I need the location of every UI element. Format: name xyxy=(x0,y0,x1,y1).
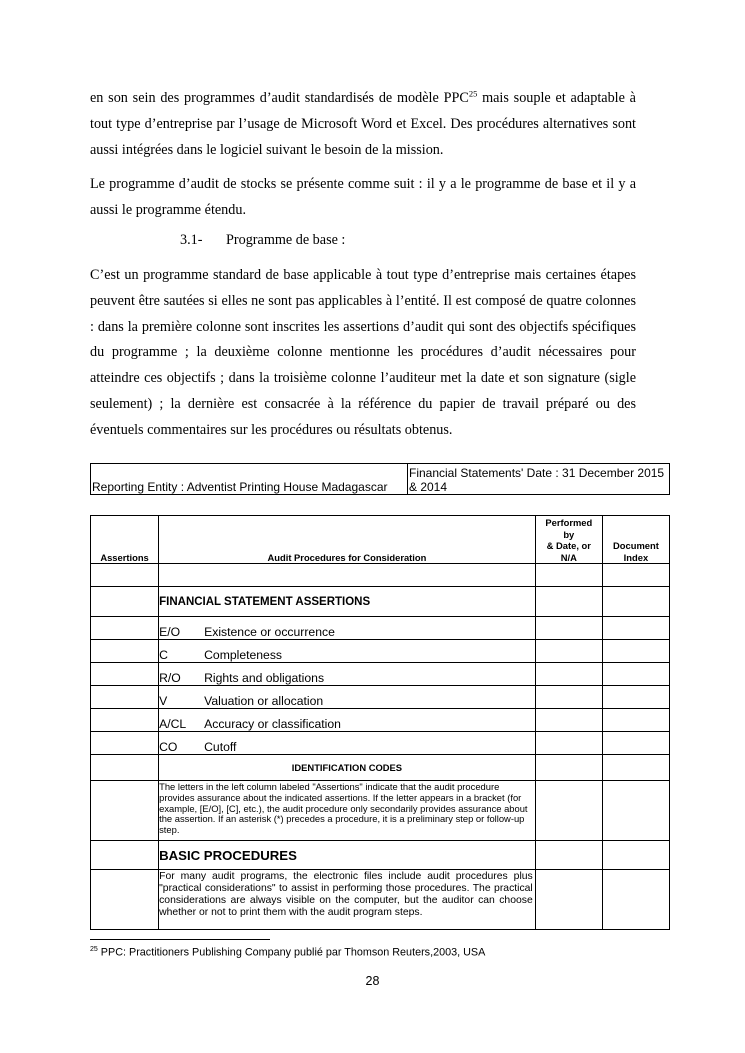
table-row xyxy=(91,781,670,841)
basic-procedures-title: BASIC PROCEDURES xyxy=(159,841,536,870)
header-procedures: Audit Procedures for Consideration xyxy=(159,516,536,564)
table-row xyxy=(91,640,670,663)
header-doc-l2: Index xyxy=(623,551,649,563)
table-row xyxy=(91,709,670,732)
footnote-number: 25 xyxy=(90,946,98,953)
entity-table xyxy=(90,463,670,495)
audit-table-header xyxy=(91,516,670,564)
header-performed-l2: by xyxy=(563,528,575,540)
table-row xyxy=(91,841,670,870)
section-heading-3-1 xyxy=(180,232,345,249)
assertion-code: CO xyxy=(159,740,178,754)
assertion-label: Existence or occurrence xyxy=(204,625,335,639)
header-document-index xyxy=(602,516,669,564)
table-row xyxy=(91,755,670,781)
header-doc-l1: Document xyxy=(613,540,659,551)
paragraph-ppc xyxy=(90,86,636,163)
fs-date-cell: Financial Statements' Date : 31 December 2015 & 2014 xyxy=(408,464,670,495)
paragraph-ppc-text-b: mais souple et adaptable à tout type d’entreprise par l’usage de Microsoft Word et Excel. Des procédures alternatives sont aussi intégrées dans le logiciel suivant le besoin de la mission. xyxy=(90,90,636,158)
basic-procedures-note: For many audit programs, the electronic files include audit procedures plus "practical considerations" to assist in performing those procedures. The practical considerations are always visible on the computer, but the auditor can choose whether or not to print them with the audit program steps. xyxy=(159,870,536,930)
footnote-separator xyxy=(90,939,270,940)
paragraph-ppc-text-a: en son sein des programmes d’audit standardisés de modèle PPC xyxy=(90,90,469,106)
identification-codes-title: IDENTIFICATION CODES xyxy=(159,755,536,781)
audit-program-table xyxy=(90,515,670,930)
header-performed-l4: N/A xyxy=(560,551,577,563)
footnote-text: PPC: Practitioners Publishing Company publié par Thomson Reuters,2003, USA xyxy=(97,946,486,959)
section-title: Programme de base : xyxy=(226,232,346,248)
header-assertions: Assertions xyxy=(91,516,159,564)
table-row xyxy=(91,663,670,686)
assertion-code: R/O xyxy=(159,671,181,685)
assertion-label: Rights and obligations xyxy=(204,671,325,685)
table-row xyxy=(91,564,670,587)
header-performed-l3: & Date, or xyxy=(546,540,591,551)
assertion-label: Valuation or allocation xyxy=(204,694,324,708)
table-row xyxy=(91,686,670,709)
assertion-label: Completeness xyxy=(204,648,283,662)
section-number: 3.1- xyxy=(180,232,203,248)
header-performed xyxy=(535,516,602,564)
table-row xyxy=(91,870,670,930)
table-row xyxy=(91,587,670,617)
table-row xyxy=(91,617,670,640)
assertion-code: A/CL xyxy=(159,717,187,731)
fsa-title: FINANCIAL STATEMENT ASSERTIONS xyxy=(159,587,536,617)
reporting-entity-cell: Reporting Entity : Adventist Printing House Madagascar xyxy=(91,464,408,495)
footnote xyxy=(90,946,485,959)
assertion-code: E/O xyxy=(159,625,181,639)
header-performed-l1: Performed xyxy=(545,517,593,528)
assertion-code: V xyxy=(159,694,168,708)
page-number: 28 xyxy=(365,974,380,988)
identification-codes-note: The letters in the left column labeled "Assertions" indicate that the audit procedure provides assurance about the indicated assertions. If the letter appears in a bracket (for example, [E/O], [C], etc.), the audit procedure only secondarily provides assurance about the assertion. If an asterisk (*) precedes a procedure, it is a preliminary step or follow-up step. xyxy=(159,781,536,841)
table-row xyxy=(91,732,670,755)
assertion-code: C xyxy=(159,648,168,662)
assertion-label: Accuracy or classification xyxy=(204,717,341,731)
paragraph-programme-stocks: Le programme d’audit de stocks se présente comme suit : il y a le programme de base et il y a aussi le programme étendu. xyxy=(90,176,636,218)
assertion-label: Cutoff xyxy=(204,740,237,754)
footnote-ref-25: 25 xyxy=(468,88,478,99)
paragraph-programme-standard: C’est un programme standard de base applicable à tout type d’entreprise mais certaines étapes peuvent être sautées si elles ne sont pas applicables à l’entité. Il est composé de quatre colonnes : dans la première colonne sont inscrites les assertions d’audit qui sont des objectifs spécifiques du programme ; la deuxième colonne mentionne les procédures d’audit nécessaires pour atteindre ces objectifs ; dans la troisième colonne l’auditeur met la date et son signature (sigle seulement) ; la dernière est consacrée à la référence du papier de travail préparé ou des éventuels commentaires sur les procédures ou résultats obtenus. xyxy=(90,267,636,438)
